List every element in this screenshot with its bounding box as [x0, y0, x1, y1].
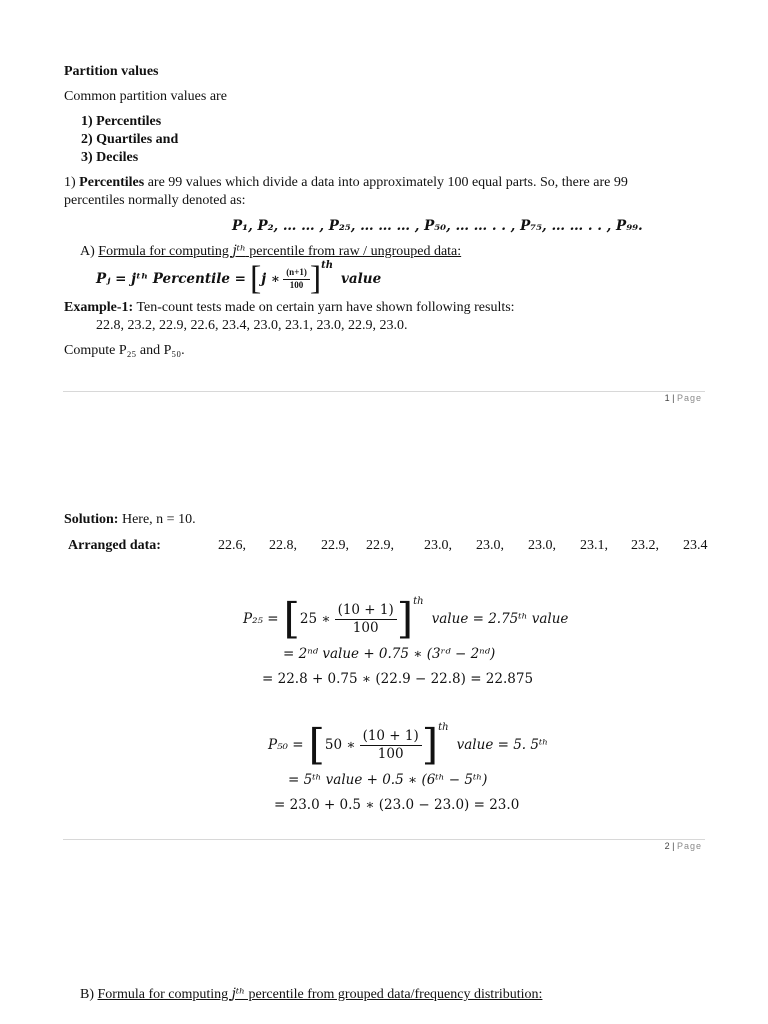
example-line	[64, 300, 515, 316]
arranged-value: 22.9,	[366, 538, 394, 553]
formula-a-superscript: th	[321, 260, 334, 271]
solution-label: Solution:	[64, 512, 119, 527]
arranged-value: 23.0,	[424, 538, 452, 553]
p25-step-2: = 2ⁿᵈ value + 0.75 ∗ (3ʳᵈ − 2ⁿᵈ)	[283, 646, 496, 662]
arranged-label: Arranged data:	[68, 538, 161, 553]
example-text: Ten-count tests made on certain yarn have shown following results:	[133, 300, 515, 315]
p25-rhs: value = 2.75ᵗʰ value	[431, 611, 569, 627]
p50-numerator: (10 + 1)	[360, 729, 422, 746]
formula-b-heading	[80, 986, 542, 1003]
page-label: Page	[676, 393, 702, 403]
formula-b-label-end: percentile from grouped data/frequency distribution:	[245, 987, 543, 1002]
page-divider-2	[63, 839, 705, 840]
formula-a-fraction	[283, 268, 310, 291]
list-item-percentiles: 1) Percentiles	[81, 114, 162, 129]
p25-fraction	[335, 603, 397, 636]
definition-term: Percentiles	[79, 175, 145, 190]
bracket-left: [	[308, 720, 325, 769]
definition-line-1	[64, 175, 628, 191]
example-data: 22.8, 23.2, 22.9, 22.6, 23.4, 23.0, 23.1, 23.0, 22.9, 23.0.	[96, 318, 408, 333]
formula-a-label-end: percentile from raw / ungrouped data:	[245, 244, 462, 259]
p50-denominator: 100	[377, 745, 404, 762]
list-item-quartiles: 2) Quartiles and	[81, 132, 179, 147]
page-number: 2	[664, 841, 670, 851]
p25-numerator: (10 + 1)	[335, 603, 397, 620]
arranged-value: 23.1,	[580, 538, 608, 553]
page-number: 1	[664, 393, 670, 403]
bracket-right: ]	[309, 260, 322, 297]
p50-fraction	[360, 729, 422, 762]
definition-prefix: 1)	[64, 175, 80, 190]
bracket-left: [	[249, 260, 262, 297]
compute-prompt: Compute P₂₅ and P₅₀.	[64, 343, 185, 358]
p25-denominator: 100	[352, 619, 379, 636]
formula-a-j: j ∗	[261, 271, 281, 287]
definition-line-2: percentiles normally denoted as:	[64, 193, 246, 208]
formula-a-label-start: Formula for computing	[98, 244, 233, 259]
formula-a-prefix: A)	[80, 244, 99, 259]
arranged-value: 23.4	[683, 538, 708, 553]
p25-multiplier: 25 ∗	[299, 611, 331, 627]
bracket-right: ]	[421, 720, 439, 769]
p50-multiplier: 50 ∗	[324, 737, 356, 753]
formula-b-label-start: Formula for computing	[97, 987, 232, 1002]
definition-rest: are 99 values which divide a data into approximately 100 equal parts. So, there are 99	[144, 175, 628, 190]
arranged-value: 22.6,	[218, 538, 246, 553]
p50-rhs: value = 5. 5ᵗʰ	[456, 737, 549, 753]
formula-a-value: value	[341, 271, 382, 287]
page-footer-1: 1 | Page	[664, 393, 702, 403]
arranged-value: 23.0,	[528, 538, 556, 553]
arranged-value: 22.8,	[269, 538, 297, 553]
formula-b-jth: jᵗʰ	[231, 986, 246, 1002]
formula-b-prefix: B)	[80, 987, 98, 1002]
p50-equation	[268, 722, 548, 768]
intro-text: Common partition values are	[64, 89, 227, 104]
formula-a-numerator: (n+1)	[283, 268, 310, 280]
bracket-left: [	[283, 594, 300, 643]
arranged-value: 22.9,	[321, 538, 349, 553]
p50-superscript: th	[438, 722, 449, 733]
solution-text: Here, n = 10.	[118, 512, 196, 527]
formula-a-heading	[80, 243, 461, 260]
section-heading: Partition values	[64, 64, 159, 79]
p25-superscript: th	[413, 596, 424, 607]
formula-a-lhs: Pⱼ = jᵗʰ Percentile =	[96, 271, 246, 287]
arranged-value: 23.0,	[476, 538, 504, 553]
p50-step-3: = 23.0 + 0.5 ∗ (23.0 − 23.0) = 23.0	[274, 797, 520, 813]
formula-a-jth: jᵗʰ	[232, 243, 246, 259]
page-label: Page	[676, 841, 702, 851]
example-label: Example-1:	[64, 300, 134, 315]
page-divider-1	[63, 391, 705, 392]
percentile-sequence: P₁, P₂, … … , P₂₅, … … … , P₅₀, … … . . , P₇₅, … … . . , P₉₉.	[232, 218, 643, 234]
p25-equation	[243, 596, 568, 642]
formula-a	[96, 262, 381, 296]
list-item-deciles: 3) Deciles	[81, 150, 139, 165]
solution-line	[64, 512, 196, 528]
formula-a-denominator: 100	[289, 279, 304, 290]
bracket-right: ]	[396, 594, 414, 643]
arranged-value: 23.2,	[631, 538, 659, 553]
p25-lhs: P₂₅ =	[243, 611, 279, 627]
p50-step-2: = 5ᵗʰ value + 0.5 ∗ (6ᵗʰ − 5ᵗʰ)	[288, 772, 488, 788]
page-footer-2: 2 | Page	[664, 841, 702, 851]
p50-lhs: P₅₀ =	[268, 737, 304, 753]
p25-step-3: = 22.8 + 0.75 ∗ (22.9 − 22.8) = 22.875	[262, 671, 534, 687]
